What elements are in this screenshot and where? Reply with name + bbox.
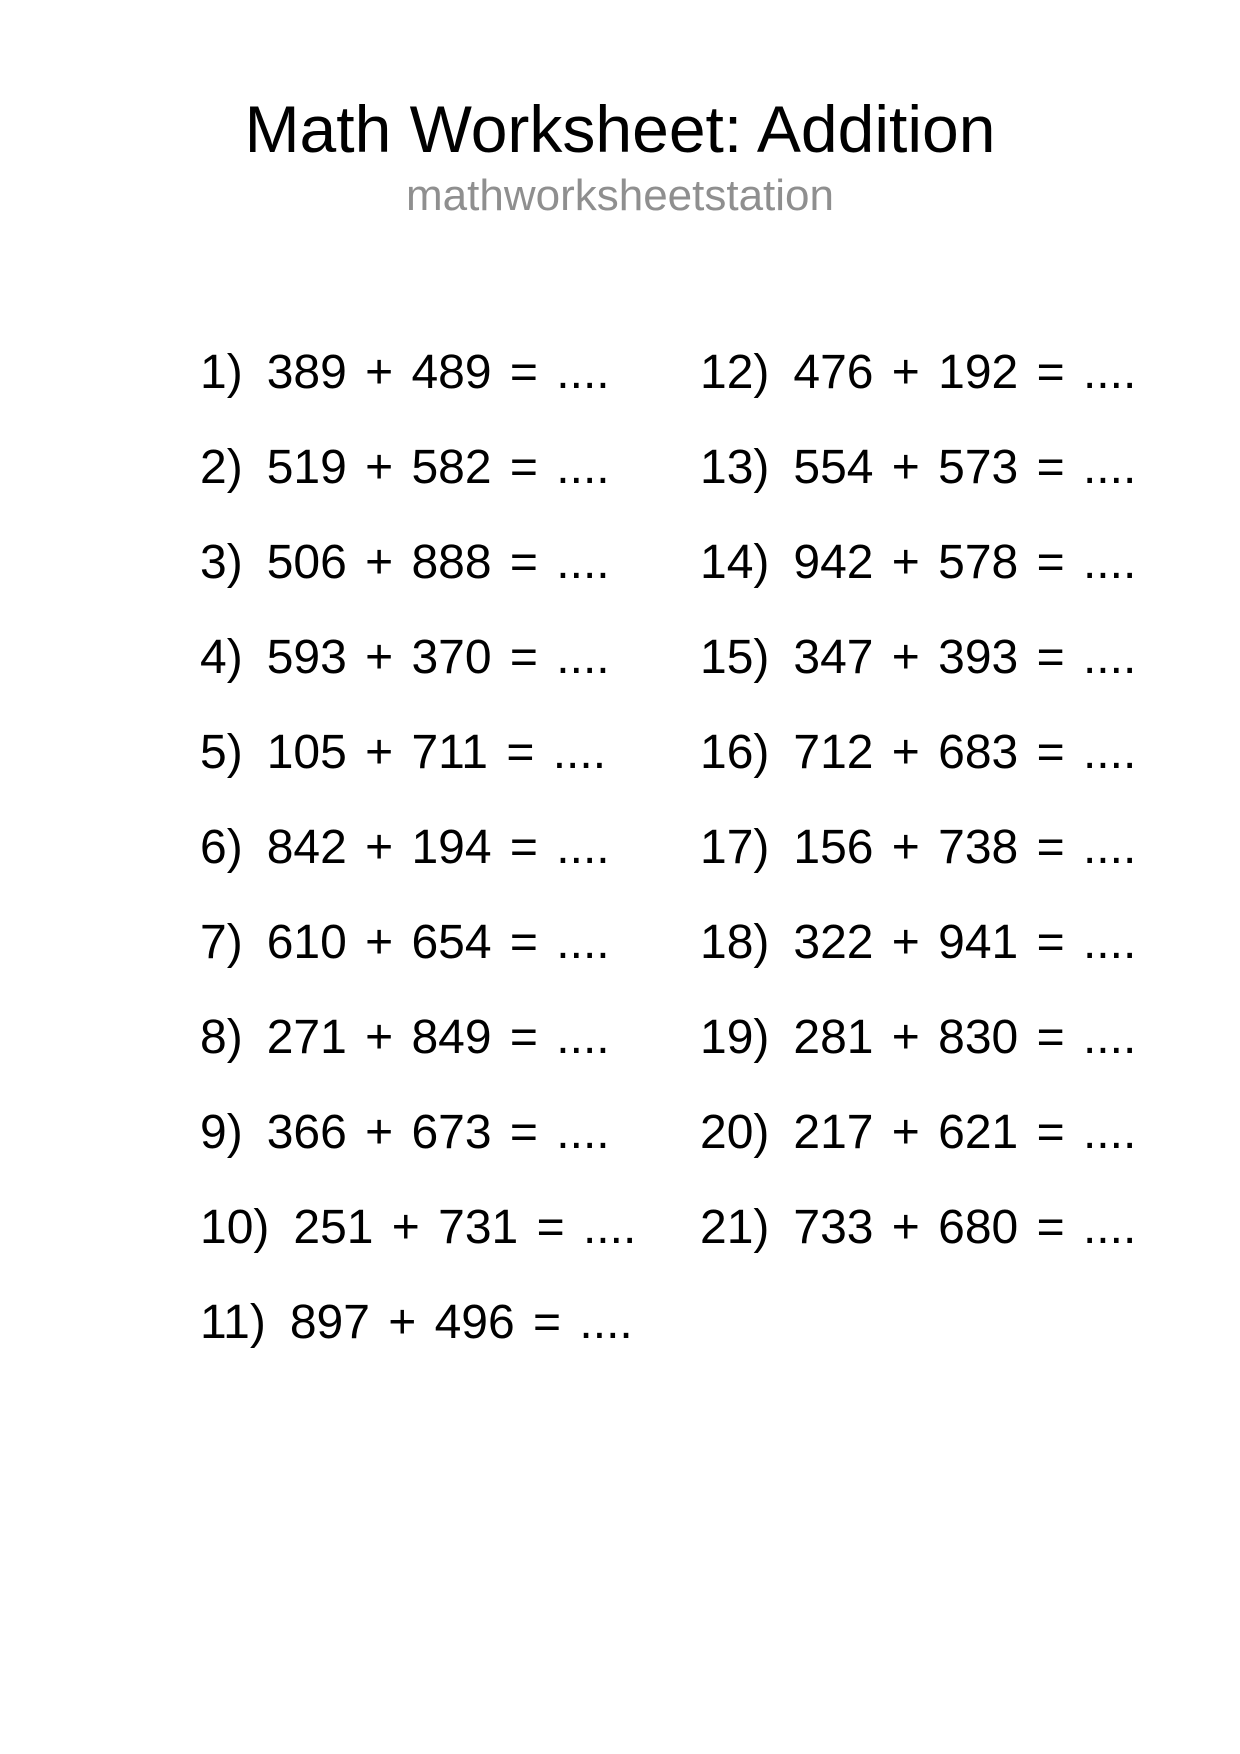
- problem-number: 2): [200, 441, 243, 494]
- problem-expression: 156 + 738 = ....: [793, 821, 1137, 874]
- problem-row: [700, 895, 1136, 990]
- problem-number: 11): [200, 1296, 266, 1349]
- problem-number: 15): [700, 631, 770, 684]
- page-subtitle: mathworksheetstation: [406, 171, 834, 220]
- problem-row: [700, 610, 1136, 705]
- problem-row: [200, 705, 636, 800]
- problem-number: 14): [700, 536, 770, 589]
- problem-row: [700, 515, 1136, 610]
- problem-expression: 712 + 683 = ....: [793, 726, 1137, 779]
- problem-expression: 506 + 888 = ....: [266, 536, 610, 589]
- problem-expression: 733 + 680 = ....: [793, 1201, 1137, 1254]
- problem-number: 5): [200, 726, 243, 779]
- problem-expression: 105 + 711 = ....: [266, 726, 607, 779]
- problem-row: [200, 1275, 636, 1370]
- problems-column-right: [700, 325, 1136, 1275]
- problem-number: 21): [700, 1201, 770, 1254]
- problem-number: 19): [700, 1011, 770, 1064]
- worksheet-header: [0, 92, 1240, 220]
- problem-number: 18): [700, 916, 770, 969]
- problem-row: [700, 800, 1136, 895]
- problem-number: 16): [700, 726, 770, 779]
- problem-number: 6): [200, 821, 243, 874]
- problem-expression: 942 + 578 = ....: [793, 536, 1137, 589]
- problem-number: 13): [700, 441, 770, 494]
- problem-expression: 366 + 673 = ....: [266, 1106, 610, 1159]
- problem-number: 1): [200, 346, 243, 399]
- problem-row: [200, 610, 636, 705]
- problem-expression: 593 + 370 = ....: [266, 631, 610, 684]
- problem-expression: 897 + 496 = ....: [289, 1296, 633, 1349]
- problem-row: [200, 420, 636, 515]
- problem-expression: 347 + 393 = ....: [793, 631, 1137, 684]
- problem-row: [700, 1085, 1136, 1180]
- problem-row: [200, 895, 636, 990]
- problem-expression: 251 + 731 = ....: [293, 1201, 637, 1254]
- problem-number: 12): [700, 346, 770, 399]
- problem-expression: 519 + 582 = ....: [266, 441, 610, 494]
- problem-row: [700, 1180, 1136, 1275]
- problem-expression: 217 + 621 = ....: [793, 1106, 1137, 1159]
- problem-number: 20): [700, 1106, 770, 1159]
- problem-row: [200, 990, 636, 1085]
- problem-expression: 389 + 489 = ....: [266, 346, 610, 399]
- problem-row: [700, 325, 1136, 420]
- problem-number: 3): [200, 536, 243, 589]
- problem-number: 9): [200, 1106, 243, 1159]
- problem-row: [700, 705, 1136, 800]
- problem-expression: 281 + 830 = ....: [793, 1011, 1137, 1064]
- problem-expression: 554 + 573 = ....: [793, 441, 1137, 494]
- problem-expression: 322 + 941 = ....: [793, 916, 1137, 969]
- problem-number: 7): [200, 916, 243, 969]
- problem-expression: 271 + 849 = ....: [266, 1011, 610, 1064]
- problem-expression: 476 + 192 = ....: [793, 346, 1137, 399]
- problem-row: [200, 1180, 636, 1275]
- page-title: Math Worksheet: Addition: [244, 92, 996, 166]
- problem-number: 8): [200, 1011, 243, 1064]
- problem-row: [700, 990, 1136, 1085]
- problem-number: 4): [200, 631, 243, 684]
- problem-row: [200, 800, 636, 895]
- problem-expression: 610 + 654 = ....: [266, 916, 610, 969]
- problem-row: [200, 515, 636, 610]
- problem-row: [200, 325, 636, 420]
- problem-number: 17): [700, 821, 770, 874]
- problem-expression: 842 + 194 = ....: [266, 821, 610, 874]
- problem-row: [200, 1085, 636, 1180]
- problems-column-left: [200, 325, 636, 1370]
- problem-number: 10): [200, 1201, 270, 1254]
- problem-row: [700, 420, 1136, 515]
